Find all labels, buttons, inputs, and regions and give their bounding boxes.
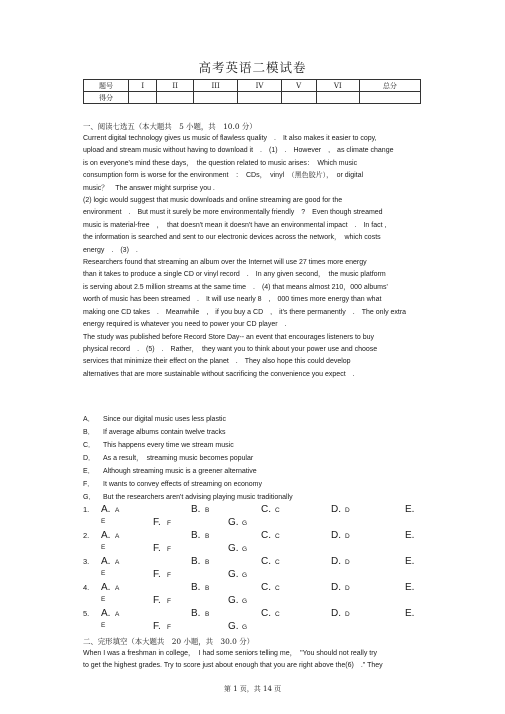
score-table: [83, 79, 421, 104]
passage-line: environment . But must it surely be more environmentally friendly ? Even though streamed: [83, 209, 383, 217]
choice-f-letter[interactable]: F.: [153, 595, 161, 606]
score-row-label: 得分: [84, 92, 129, 104]
choice-e-letter[interactable]: E.: [405, 608, 415, 619]
score-table-score-row: [84, 92, 421, 104]
score-cell: [129, 92, 157, 104]
choice-c-letter[interactable]: C.: [261, 556, 271, 567]
choice-e-letter[interactable]: E.: [405, 582, 415, 593]
choice-g-letter[interactable]: G.: [228, 569, 239, 580]
choice-e-letter[interactable]: E.: [405, 556, 415, 567]
section-1-heading: 一、阅读七选五（本大题共 5 小题，共 10.0 分）: [83, 122, 257, 131]
choice-b-label: B: [205, 507, 210, 514]
question-number: 5.: [83, 609, 90, 618]
choice-c-letter[interactable]: C.: [261, 504, 271, 515]
choice-f-letter[interactable]: F.: [153, 569, 161, 580]
answer-row: [83, 505, 423, 531]
option-text: Although streaming music is a greener alternative: [103, 468, 257, 475]
choice-d-letter[interactable]: D.: [331, 556, 341, 567]
passage-line: Current digital technology gives us music of flawless quality . It also makes it easier to copy,: [83, 135, 377, 142]
exam-title: 高考英语二模试卷: [198, 60, 307, 75]
passage-line: alternatives that are more sustainable without sacrificing the convenience you expect .: [83, 370, 355, 378]
passage-line: physical record . (5) . Rather， they want you to think about your power use and choose: [83, 345, 378, 353]
choice-a-label: A: [115, 585, 120, 592]
choice-a-label: A: [115, 611, 120, 618]
choice-d-letter[interactable]: D.: [331, 504, 341, 515]
choice-d-letter[interactable]: D.: [331, 530, 341, 541]
score-table-header-row: [84, 80, 421, 92]
choice-g-letter[interactable]: G.: [228, 595, 239, 606]
choice-e-letter[interactable]: E.: [405, 530, 415, 541]
choice-a-letter[interactable]: A.: [101, 504, 111, 515]
option-item: [83, 426, 293, 439]
passage-line: Researchers found that streaming an album over the Internet will use 27 times more energy: [83, 259, 367, 267]
question-number: 1.: [83, 505, 90, 514]
section-2-heading: 二、完形填空（本大题共 20 小题，共 30.0 分）: [83, 637, 254, 646]
choice-e-label: E: [101, 596, 106, 603]
option-key: D．: [83, 455, 96, 462]
choice-g-label: G: [242, 572, 248, 579]
score-cell: [359, 92, 420, 104]
passage-line: energy . (3) .: [83, 246, 138, 254]
question-number: 2.: [83, 531, 90, 540]
option-text: If average albums contain twelve tracks: [103, 429, 226, 436]
option-item: [83, 452, 293, 465]
choice-c-label: C: [275, 611, 280, 618]
passage-line: to get the highest grades. Try to score just about enough that you are right above the(6) ." They: [83, 662, 383, 670]
score-cell: [157, 92, 193, 104]
answer-row: [83, 609, 423, 635]
passage-line: worth of music has been streamed . It will use nearly 8 , 000 times more energy than what: [83, 296, 382, 304]
answer-grid: [83, 505, 423, 635]
choice-f-label: F: [167, 572, 171, 579]
option-text: Since our digital music uses less plastic: [103, 416, 226, 423]
choice-a-letter[interactable]: A.: [101, 530, 111, 541]
passage-line: than it takes to produce a single CD or vinyl record . In any given second， the music platform: [83, 271, 386, 279]
answer-row: [83, 557, 423, 583]
choice-a-letter[interactable]: A.: [101, 582, 111, 593]
choice-g-letter[interactable]: G.: [228, 621, 239, 632]
choice-g-letter[interactable]: G.: [228, 517, 239, 528]
choice-f-label: F: [167, 520, 171, 527]
header-cell: 题号: [84, 80, 129, 92]
option-key: C．: [83, 442, 96, 449]
choice-d-label: D: [345, 559, 350, 566]
choice-c-letter[interactable]: C.: [261, 530, 271, 541]
choice-e-letter[interactable]: E.: [405, 504, 415, 515]
choice-b-letter[interactable]: B.: [191, 582, 201, 593]
option-text: As a result， streaming music becomes popular: [103, 455, 254, 462]
choice-g-label: G: [242, 624, 248, 631]
passage-line: is on everyone's mind these days， the question related to music arises： Which music: [83, 159, 358, 167]
choice-b-label: B: [205, 611, 210, 618]
passage-line: making one CD takes . Meanwhile , if you buy a CD , it's there permanently . The only extra: [83, 308, 407, 316]
passage-line: (2) logic would suggest that music downloads and online streaming are good for the: [83, 197, 343, 205]
option-key: B．: [83, 429, 95, 436]
option-text: But the researchers aren't advising playing music traditionally: [103, 494, 293, 501]
choice-e-label: E: [101, 544, 106, 551]
choice-b-letter[interactable]: B.: [191, 556, 201, 567]
choice-b-label: B: [205, 559, 210, 566]
passage-1: [83, 133, 423, 381]
choice-a-label: A: [115, 533, 120, 540]
header-cell: IV: [238, 80, 281, 92]
passage-line: is serving about 2.5 million streams at the same time . (4) that means almost 210，000 albums': [83, 283, 388, 291]
passage-line: music is material-free ， that doesn't mean it doesn't have an environmental impact . In fact ,: [83, 221, 387, 229]
choice-d-label: D: [345, 533, 350, 540]
question-number: 3.: [83, 557, 90, 566]
option-item: [83, 413, 293, 426]
header-cell: III: [193, 80, 238, 92]
score-cell: [193, 92, 238, 104]
passage-line: services that minimize their effect on the planet . They also hope this could develop: [83, 358, 351, 366]
passage-line: The study was published before Record Store Day-- an event that encourages listeners to buy: [83, 333, 375, 341]
choice-a-label: A: [115, 507, 120, 514]
score-cell: [281, 92, 316, 104]
passage-line: upload and stream music without having to download it . (1) . However , as climate change: [83, 147, 394, 155]
choice-d-label: D: [345, 585, 350, 592]
choice-f-letter[interactable]: F.: [153, 621, 161, 632]
choice-c-letter[interactable]: C.: [261, 582, 271, 593]
choice-f-label: F: [167, 598, 171, 605]
option-key: A．: [83, 416, 95, 423]
header-cell: I: [129, 80, 157, 92]
choice-e-label: E: [101, 622, 106, 629]
option-key: G．: [83, 494, 96, 501]
choice-f-label: F: [167, 546, 171, 553]
choice-c-letter[interactable]: C.: [261, 608, 271, 619]
choice-c-label: C: [275, 585, 280, 592]
choice-c-label: C: [275, 507, 280, 514]
option-item: [83, 439, 293, 452]
question-number: 4.: [83, 583, 90, 592]
choice-b-letter[interactable]: B.: [191, 530, 201, 541]
choice-a-label: A: [115, 559, 120, 566]
answer-row: [83, 531, 423, 557]
score-cell: [316, 92, 359, 104]
choice-b-letter[interactable]: B.: [191, 608, 201, 619]
option-key: E．: [83, 468, 95, 475]
choice-d-letter[interactable]: D.: [331, 582, 341, 593]
header-cell: II: [157, 80, 193, 92]
header-cell: V: [281, 80, 316, 92]
header-cell: VI: [316, 80, 359, 92]
choice-e-label: E: [101, 518, 106, 525]
choice-b-label: B: [205, 585, 210, 592]
option-list: [83, 413, 293, 504]
choice-f-letter[interactable]: F.: [153, 517, 161, 528]
passage-line: consumption form is worse for the environment ： CDs， vinyl （黑色胶片）， or digital: [83, 172, 364, 180]
choice-d-letter[interactable]: D.: [331, 608, 341, 619]
option-key: F．: [83, 481, 95, 488]
choice-d-label: D: [345, 507, 350, 514]
choice-d-label: D: [345, 611, 350, 618]
choice-f-letter[interactable]: F.: [153, 543, 161, 554]
option-text: This happens every time we stream music: [103, 442, 234, 449]
option-item: [83, 465, 293, 478]
passage-line: energy required is whatever you need to power your CD player .: [83, 321, 287, 329]
choice-g-label: G: [242, 598, 248, 605]
choice-c-label: C: [275, 533, 280, 540]
option-text: It wants to convey effects of streaming on economy: [103, 481, 263, 488]
passage-line: the information is searched and sent to our electronic devices across the network， which costs: [83, 234, 381, 242]
choice-a-letter[interactable]: A.: [101, 556, 111, 567]
passage-2: [83, 648, 423, 673]
passage-line: music？ The answer might surprise you .: [83, 184, 215, 192]
score-cell: [238, 92, 281, 104]
choice-g-letter[interactable]: G.: [228, 543, 239, 554]
page-footer: 第 1 页，共 14 页: [223, 685, 282, 693]
choice-b-label: B: [205, 533, 210, 540]
choice-g-label: G: [242, 546, 248, 553]
choice-e-label: E: [101, 570, 106, 577]
choice-c-label: C: [275, 559, 280, 566]
choice-g-label: G: [242, 520, 248, 527]
header-cell: 总分: [359, 80, 420, 92]
choice-b-letter[interactable]: B.: [191, 504, 201, 515]
answer-row: [83, 583, 423, 609]
choice-a-letter[interactable]: A.: [101, 608, 111, 619]
choice-f-label: F: [167, 624, 171, 631]
option-item: [83, 491, 293, 504]
option-item: [83, 478, 293, 491]
passage-line: When I was a freshman in college， I had some seniors telling me， "You should not really try: [83, 650, 378, 657]
